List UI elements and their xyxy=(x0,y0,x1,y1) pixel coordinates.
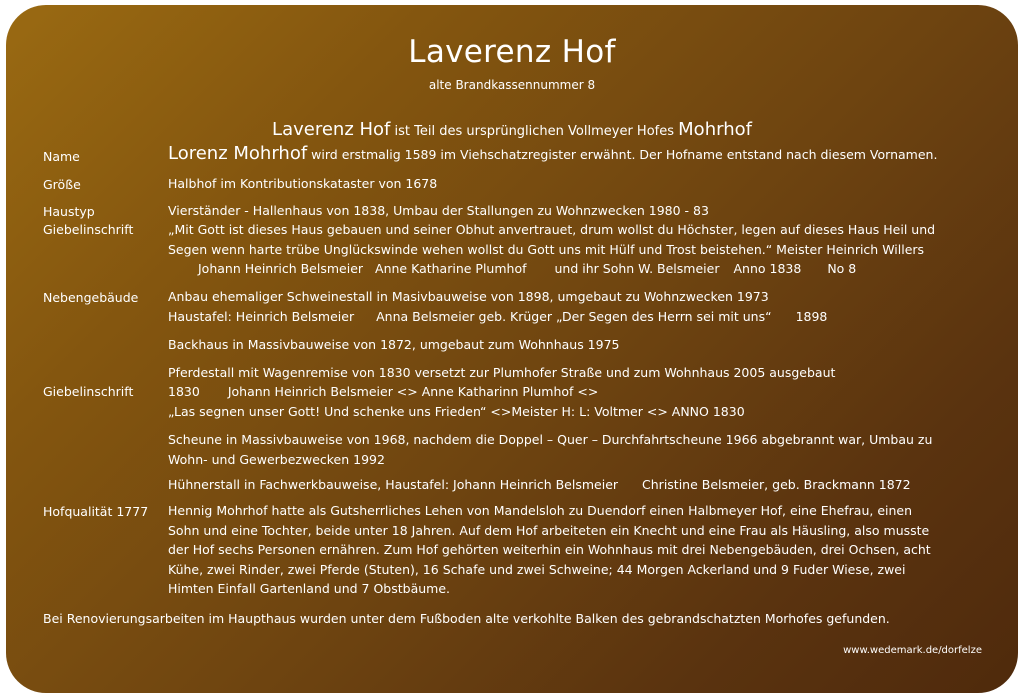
label-haustyp: Haustyp xyxy=(43,204,95,219)
intro-text: ist Teil des ursprünglichen Vollmeyer Hofes xyxy=(394,124,675,139)
name-text: wird erstmalig 1589 im Viehschatzregister erwähnt. Der Hofname entstand nach diesem Vornamen. xyxy=(311,147,938,162)
giebel1-year: Anno 1838 xyxy=(733,261,802,276)
scheune-line-1: Scheune in Massivbauweise von 1968, nachdem die Doppel – Quer – Durchfahrtscheune 1966 abgebrannt war, Umbau zu xyxy=(168,432,933,447)
text-nebengebaeude xyxy=(168,287,983,326)
text-giebelinschrift-1 xyxy=(168,220,983,279)
neben-line-1: Anbau ehemaliger Schweinestall in Masivbauweise von 1898, umgebaut zu Wohnzwecken 1973 xyxy=(168,289,769,304)
hofq-line-3: der Hof sechs Personen ernähren. Zum Hof gehörten weiterhin ein Wohnhaus mit drei Nebengebäuden, drei Ochsen, acht xyxy=(168,542,931,557)
info-panel xyxy=(6,5,1018,693)
hofq-line-5: Himten Einfall Gartenland und 7 Obstbäume. xyxy=(168,581,450,596)
giebel1-name-3: und ihr Sohn W. Belsmeier xyxy=(554,261,720,276)
label-nebengebaeude: Nebengebäude xyxy=(43,290,139,305)
giebel1-name-1: Johann Heinrich Belsmeier xyxy=(198,261,364,276)
hofq-line-4: Kühe, zwei Rinder, zwei Pferde (Stuten), 16 Schafe und zwei Schweine; 44 Morgen Ackerland und 9 Fuder Wiese, zwei xyxy=(168,561,906,577)
text-huehnerstall xyxy=(168,475,983,495)
text-hofqualitaet xyxy=(168,501,983,599)
text-name xyxy=(168,144,983,165)
giebel1-line-1: „Mit Gott ist dieses Haus gebauen und seiner Obhut anvertrauet, drum wollst du Höchster, legen auf dieses Haus Heil und xyxy=(168,222,936,237)
giebel2-year: 1830 xyxy=(168,384,200,399)
scheune-line-2: Wohn- und Gewerbezwecken 1992 xyxy=(168,451,385,467)
source-url[interactable]: www.wedemark.de/dorfelze xyxy=(843,645,982,656)
text-backhaus: Backhaus in Massivbauweise von 1872, umgebaut zum Wohnhaus 1975 xyxy=(168,337,620,352)
neben-inschrift: Anna Belsmeier geb. Krüger „Der Segen des Herrn sei mit uns“ xyxy=(376,308,772,324)
text-haustyp: Vierständer - Hallenhaus von 1838, Umbau der Stallungen zu Wohnzwecken 1980 - 83 xyxy=(168,203,709,218)
giebel1-line-2: Segen wenn harte trübe Unglückswinde wehen wollst du Gott uns mit Hülf und Trost beistehen.“ Meister Heinrich Willers xyxy=(168,241,925,257)
hofq-line-1: Hennig Mohrhof hatte als Gutsherrliches Lehen von Mandelsloh zu Duendorf einen Halbmeyer Hof, eine Ehefrau, einen xyxy=(168,503,913,518)
giebel2-line-2: „Las segnen unser Gott! Und schenke uns Frieden“ <>Meister H: L: Voltmer <> ANNO 1830 xyxy=(168,403,745,419)
page-subtitle: alte Brandkassennummer 8 xyxy=(428,78,596,92)
giebel2-line-1 xyxy=(168,382,983,402)
text-scheune xyxy=(168,430,983,469)
neben-year: 1898 xyxy=(795,308,828,324)
page-title: Laverenz Hof xyxy=(408,34,616,70)
text-giebelinschrift-2 xyxy=(168,382,983,421)
label-groesse: Größe xyxy=(43,177,81,192)
label-giebelinschrift-1: Giebelinschrift xyxy=(43,222,134,237)
giebel1-number: No 8 xyxy=(827,261,857,276)
intro-line xyxy=(6,120,1018,142)
giebel2-names: Johann Heinrich Belsmeier <> Anne Katharinn Plumhof <> xyxy=(227,384,599,399)
name-highlight: Lorenz Mohrhof xyxy=(168,143,308,164)
intro-name-2: Mohrhof xyxy=(678,119,752,140)
giebel1-line-3 xyxy=(168,259,983,279)
huehner-part-2: Christine Belsmeier, geb. Brackmann 1872 xyxy=(642,477,911,492)
neben-haustafel: Haustafel: Heinrich Belsmeier xyxy=(168,308,355,324)
intro-name-1: Laverenz Hof xyxy=(272,119,391,140)
text-pferdestall: Pferdestall mit Wagenremise von 1830 versetzt zur Plumhofer Straße und zum Wohnhaus 2005 ausgebaut xyxy=(168,365,836,380)
label-giebelinschrift-2: Giebelinschrift xyxy=(43,384,134,399)
label-hofqualitaet: Hofqualität 1777 xyxy=(43,504,149,519)
giebel1-name-2: Anne Katharine Plumhof xyxy=(375,261,527,276)
huehner-part-1: Hühnerstall in Fachwerkbauweise, Haustafel: Johann Heinrich Belsmeier xyxy=(168,477,619,492)
label-name: Name xyxy=(43,149,80,164)
neben-line-2 xyxy=(168,307,983,327)
footer-note: Bei Renovierungsarbeiten im Haupthaus wurden unter dem Fußboden alte verkohlte Balken des gebrandschatzten Morhofes gefunden. xyxy=(43,611,890,626)
hofq-line-2: Sohn und eine Tochter, beide unter 18 Jahren. Auf dem Hof arbeiteten ein Knecht und eine Frau als Häusling, also musste xyxy=(168,522,930,538)
text-groesse: Halbhof im Kontributionskataster von 1678 xyxy=(168,176,438,191)
